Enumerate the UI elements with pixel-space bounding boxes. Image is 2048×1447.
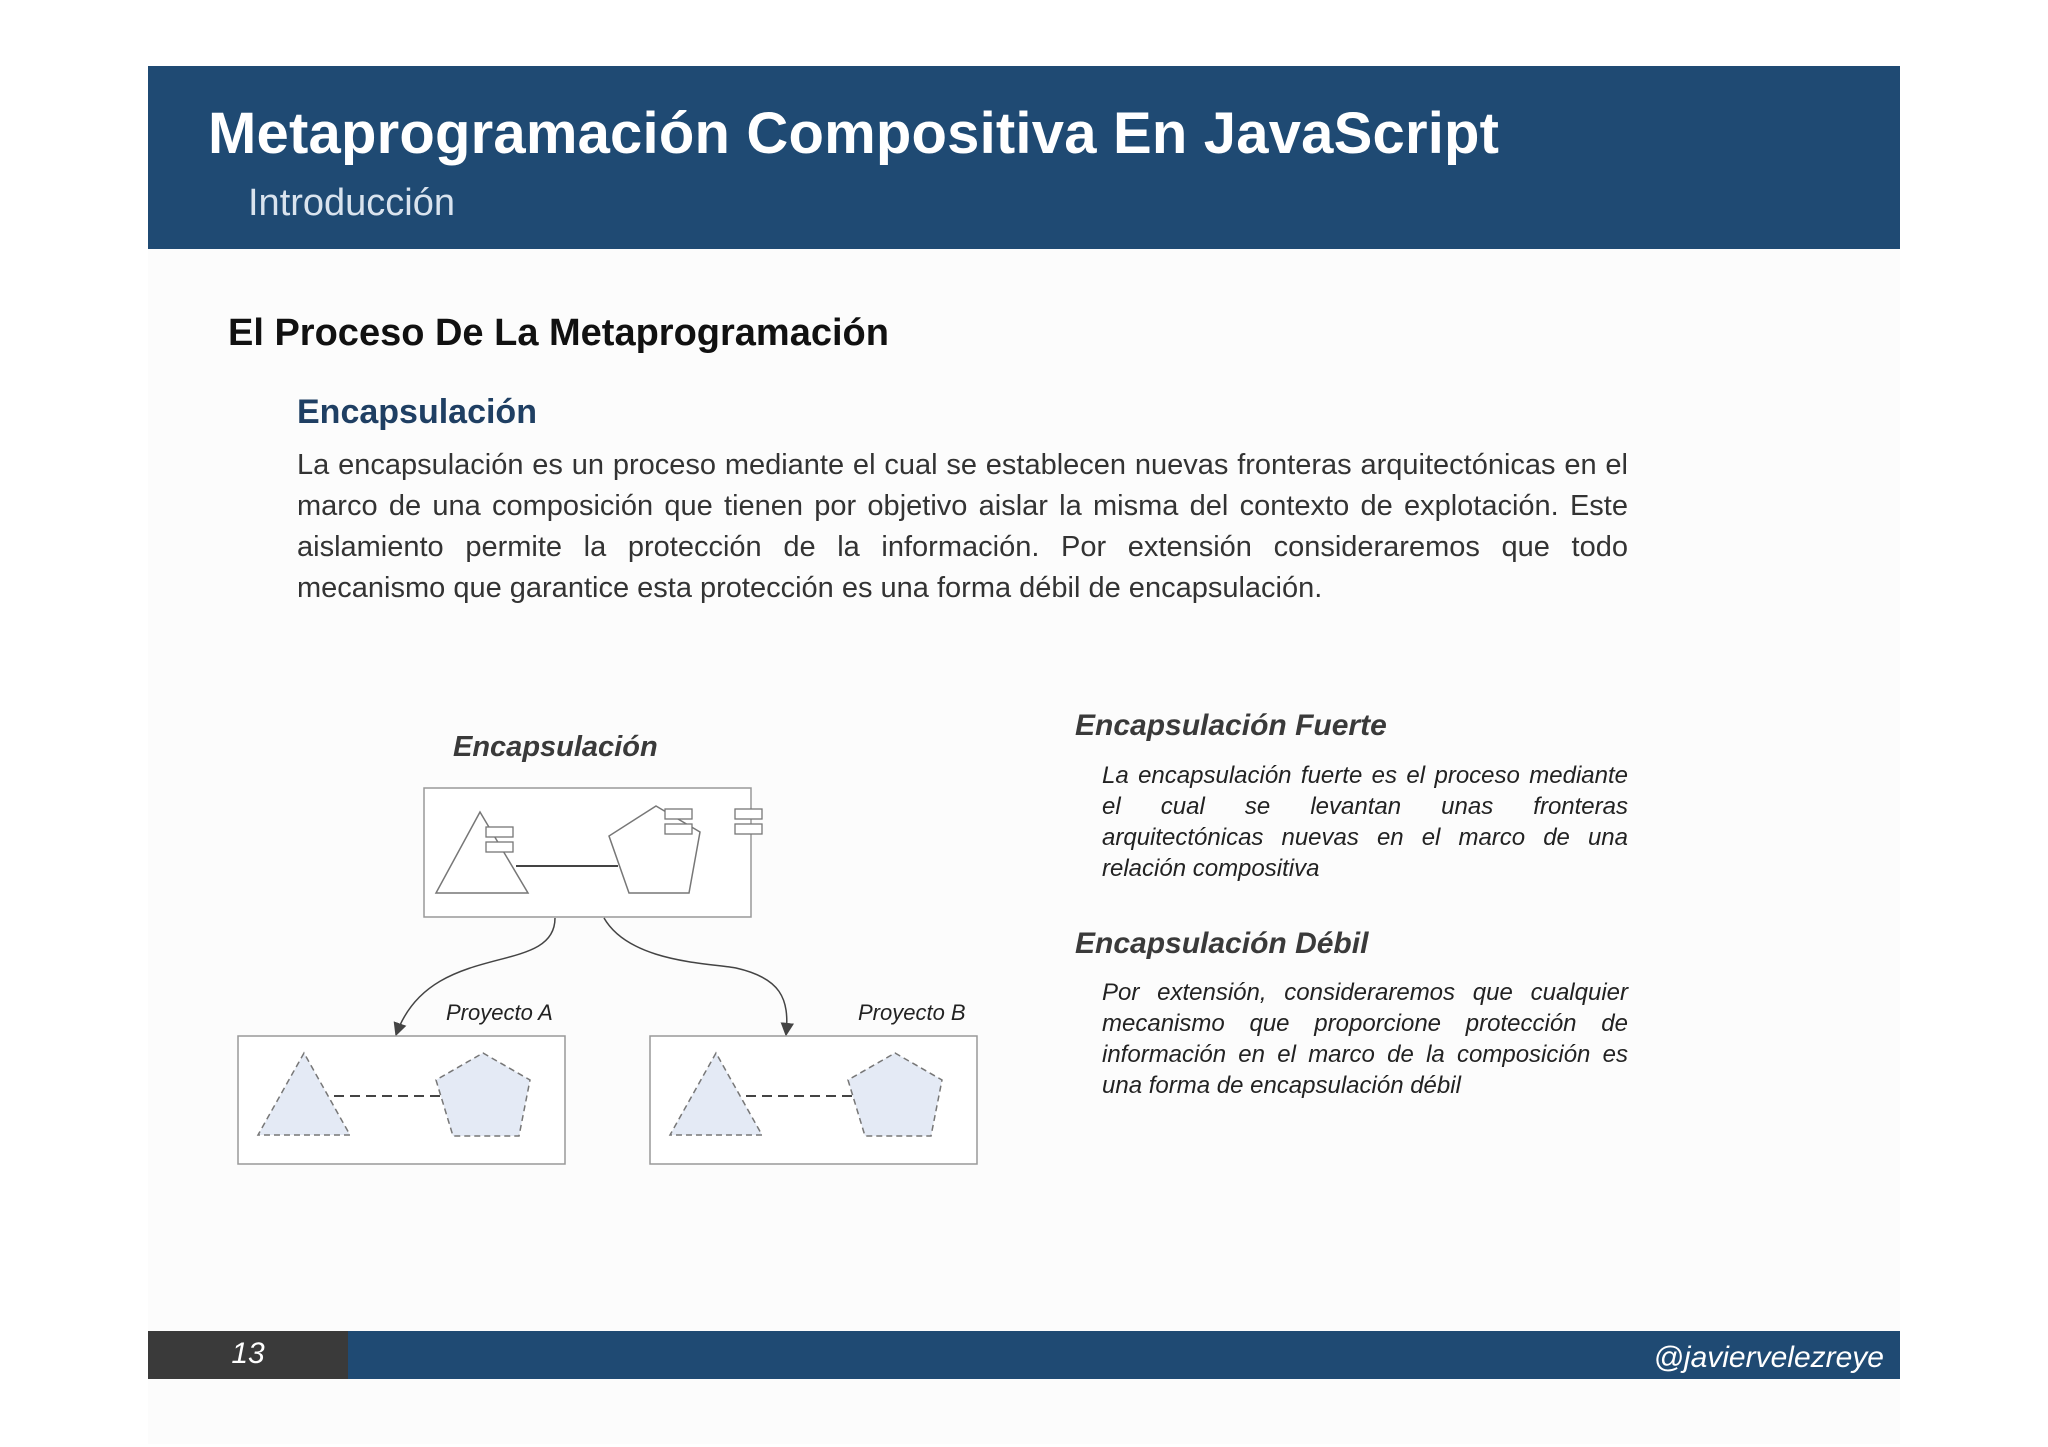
port-icon [665, 824, 692, 834]
port-icon [735, 809, 762, 819]
slide-subtitle: Introducción [248, 182, 456, 224]
section-title: El Proceso De La Metaprogramación [228, 312, 889, 354]
slide-title: Metaprogramación Compositiva En JavaScript [208, 101, 1500, 166]
project-b-label: Proyecto B [858, 1000, 966, 1025]
subsection-title: Encapsulación [297, 393, 537, 431]
slide-header [148, 66, 1900, 249]
weak-encapsulation-text: Por extensión, consideraremos que cualquier mecanismo que proporcione protección de información en el marco de la composición es una forma de encapsulación débil [1102, 979, 1628, 1099]
strong-encapsulation-heading: Encapsulación Fuerte [1075, 709, 1387, 742]
port-icon [486, 842, 513, 852]
project-b-box [650, 1036, 977, 1164]
page-number: 13 [231, 1337, 265, 1370]
port-icon [665, 809, 692, 819]
diagram-title: Encapsulación [453, 731, 658, 763]
slide-footer [148, 1331, 1900, 1379]
author-handle: @javiervelezreye [1653, 1341, 1884, 1374]
body-paragraph: La encapsulación es un proceso mediante el cual se establecen nuevas fronteras arquitectónicas en el marco de una composición que tienen por objetivo aislar la misma del contexto de explotación. Este aislamiento permite la protección de la información. Por extensión consideraremos que todo mecanismo que garantice esta protección es una forma débil de encapsulación. [297, 449, 1628, 604]
port-icon [735, 824, 762, 834]
encapsulation-diagram [230, 718, 990, 1178]
page-number-box [148, 1331, 348, 1379]
arrow-to-project-b [604, 918, 787, 1035]
port-icon [486, 827, 513, 837]
weak-encapsulation-heading: Encapsulación Débil [1075, 927, 1369, 960]
composite-box [424, 788, 762, 917]
strong-encapsulation-text: La encapsulación fuerte es el proceso mediante el cual se levantan unas fronteras arquitectónicas nuevas en el marco de una relación compositiva [1102, 762, 1628, 882]
project-a-box [238, 1036, 565, 1164]
project-a-label: Proyecto A [446, 1000, 553, 1025]
